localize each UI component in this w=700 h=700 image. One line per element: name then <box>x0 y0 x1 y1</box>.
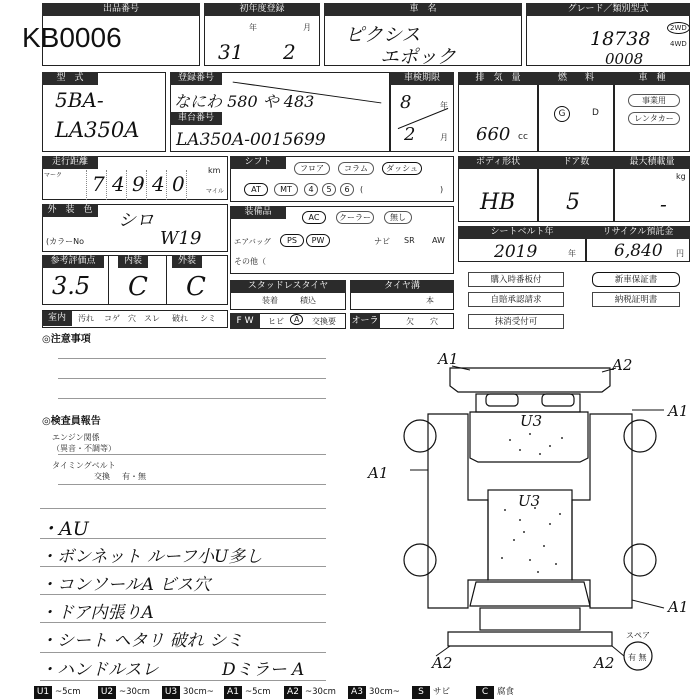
inspection-year: 8 <box>400 92 412 113</box>
doors-value: 5 <box>566 190 580 215</box>
mileage-digit: 9 <box>132 172 145 196</box>
equip-ps: PS <box>280 234 304 247</box>
interior-item-burn: コゲ <box>104 314 120 323</box>
legend-value: ~5cm <box>245 687 271 697</box>
capacity-header: 最大積載量 <box>614 156 690 169</box>
color-no-value: W19 <box>160 228 202 249</box>
chassis-value: LA350A-0015699 <box>176 130 326 150</box>
shift-mt: MT <box>274 183 298 196</box>
exterior-score: C <box>186 272 206 302</box>
diagram-labels <box>366 350 688 672</box>
doors-header: ドア数 <box>538 156 614 169</box>
model-line1: 5BA- <box>55 88 104 112</box>
grade-value: 18738 <box>590 28 651 50</box>
legend-value: 30cm~ <box>369 687 400 697</box>
spare-value: 有 無 <box>628 653 647 662</box>
interior-item-dirt: 汚れ <box>78 314 94 323</box>
inspector-header: ◎検査員報告 <box>42 416 101 427</box>
legend-value: ~30cm <box>119 687 150 697</box>
seatbelt-unit: 年 <box>568 249 576 258</box>
note-2: ・ボンネット ルーフ小U多し <box>40 547 263 567</box>
capacity-value: - <box>660 192 667 216</box>
interior-item-scuff: スレ <box>144 314 160 323</box>
legend-key: C <box>476 686 494 699</box>
shift-column: コラム <box>338 162 374 175</box>
first-reg-month-unit: 月 <box>303 23 311 32</box>
inspector-line-9 <box>40 680 326 681</box>
inspection-header: 車検期限 <box>390 72 454 85</box>
score-divider-1 <box>108 255 109 305</box>
equip-navi: ナビ <box>374 237 390 246</box>
equip-pw: PW <box>306 234 330 247</box>
exterior-color-value: シロ <box>118 210 154 231</box>
legend-key: U1 <box>34 686 52 699</box>
mark-a2-bottom-left: A2 <box>432 654 453 672</box>
mark-a2-bottom-right: A2 <box>594 654 615 672</box>
mark-a2-top-right: A2 <box>612 356 633 374</box>
fuel-header: 燃 料 <box>538 72 614 85</box>
studless-loaded: 積込 <box>300 296 316 305</box>
seatbelt-header: シートベルト年 <box>458 226 586 239</box>
inspector-line-2 <box>58 484 326 485</box>
spare-label: スペア <box>626 631 650 640</box>
first-reg-year: 31 <box>218 40 244 64</box>
shift-floor: フロア <box>294 162 330 175</box>
fuel-gasoline: G <box>554 106 570 122</box>
interior-header: 内装 <box>118 255 148 268</box>
category-header: 車 種 <box>614 72 690 85</box>
legend-value: 30cm~ <box>183 687 214 697</box>
fw-a: A <box>290 314 303 325</box>
tire-groove-missing: 欠 <box>406 317 414 326</box>
recycle-value: 6,840 <box>614 241 663 261</box>
timing-belt-label: タイミングベルト <box>52 461 116 470</box>
mileage-cell-divider <box>186 170 187 200</box>
mark-u3-center: U3 <box>518 492 541 510</box>
mileage-digit: 4 <box>112 172 125 196</box>
shift-at: AT <box>244 183 268 196</box>
tire-groove-label: オーラ <box>350 313 380 329</box>
category-rental: レンタカー <box>628 112 680 125</box>
mileage-cell-divider <box>86 170 87 200</box>
stamp-cancel: 抹消受付可 <box>468 314 564 329</box>
legend-key: S <box>412 686 430 699</box>
engine-label: エンジン関係 <box>52 433 100 442</box>
model-header: 型 式 <box>42 72 98 85</box>
recycle-unit: 円 <box>676 249 684 258</box>
fw-header: F W <box>230 313 260 329</box>
tire-groove-hole: 穴 <box>430 317 438 326</box>
studless-header: スタッドレスタイヤ <box>230 280 346 293</box>
shift-other-close: ) <box>440 185 444 194</box>
note-mirror: Dミラー A <box>222 660 305 680</box>
exchange-label: 交換 <box>94 472 110 481</box>
first-reg-month: 2 <box>283 40 296 64</box>
capacity-unit: kg <box>676 172 686 181</box>
mileage-marker: マーク <box>44 172 63 179</box>
model-line2: LA350A <box>55 118 140 142</box>
legend-key: A1 <box>224 686 242 699</box>
note-5: ・シート ヘタリ 破れ シミ <box>40 631 244 651</box>
interior-items-header: 室内 <box>42 311 72 326</box>
mileage-digit: 4 <box>152 172 165 196</box>
mileage-digit: 7 <box>92 172 105 196</box>
exterior-color-header: 外 装 色 <box>42 204 98 217</box>
mark-a1-left: A1 <box>368 464 389 482</box>
fuel-diesel: D <box>592 108 599 118</box>
equip-airbag: エアバッグ <box>234 237 271 246</box>
notes-header: ◎注意事項 <box>42 334 91 345</box>
shift-header: シフト <box>230 156 286 169</box>
legend-key: U3 <box>162 686 180 699</box>
displacement-unit: cc <box>518 132 528 142</box>
notes-line-1 <box>58 358 326 359</box>
notes-line-2 <box>58 378 326 379</box>
displacement-value: 660 <box>476 124 511 145</box>
first-reg-year-unit: 年 <box>249 23 257 32</box>
legend-value: 腐食 <box>497 687 515 697</box>
legend-value: ~5cm <box>55 687 81 697</box>
equip-none: 無し <box>384 211 412 224</box>
interior-item-hole: 穴 <box>128 314 136 323</box>
inspection-month-unit: 月 <box>440 133 448 142</box>
inspection-month: 2 <box>404 124 416 145</box>
equip-aw: AW <box>432 236 445 245</box>
shift-other-open: ( <box>360 185 364 194</box>
color-no-label: (カラーNo <box>46 237 84 246</box>
lot-number-header: 出品番号 <box>42 3 200 16</box>
stamp-plate: 購入時番板付 <box>468 272 564 287</box>
note-4: ・ドア内張りA <box>40 603 154 623</box>
grade-header: グレード／類別型式 <box>526 3 690 16</box>
mark-a1-right-upper: A1 <box>668 402 689 420</box>
shift-4: 4 <box>304 183 318 196</box>
mileage-cell-divider <box>126 170 127 200</box>
stamp-tax: 納税証明書 <box>592 292 680 307</box>
drive-4wd: 4WD <box>670 40 687 48</box>
drive-2wd: 2WD <box>667 22 690 34</box>
shift-6: 6 <box>340 183 354 196</box>
first-registration-header: 初年度登録 <box>204 3 320 16</box>
score-divider-2 <box>166 255 167 305</box>
legend-value: ~30cm <box>305 687 336 697</box>
notes-line-3 <box>58 398 326 399</box>
tire-header: タイヤ溝 <box>350 280 454 293</box>
car-name-line1: ピクシス <box>345 24 421 46</box>
equip-ac: AC <box>302 211 326 224</box>
inspector-line-3 <box>40 508 326 509</box>
mileage-cell-divider <box>106 170 107 200</box>
inspector-line-8 <box>40 652 326 653</box>
plate-header: 登録番号 <box>170 72 222 85</box>
note-1: ・AU <box>40 518 89 540</box>
mark-a1-right-lower: A1 <box>668 598 689 616</box>
mark-a1-top: A1 <box>438 350 459 368</box>
legend-key: U2 <box>98 686 116 699</box>
stamp-warranty: 新車保証書 <box>592 272 680 287</box>
fw-crack: ヒビ <box>268 317 284 326</box>
grade-sub: 0008 <box>605 50 644 68</box>
mileage-mile-label: マイル <box>206 188 224 195</box>
car-damage-diagram <box>368 350 690 680</box>
equipment-header: 装備品 <box>230 206 286 219</box>
body-type-value: HB <box>480 190 516 215</box>
interior-item-tear: 破れ <box>172 314 188 323</box>
seatbelt-value: 2019 <box>494 242 538 262</box>
equip-other: その他（ <box>234 257 266 266</box>
legend-key: A3 <box>348 686 366 699</box>
engine-sub-label: （異音・不調等） <box>52 444 116 453</box>
fw-replace: 交換要 <box>312 317 336 326</box>
equip-sr: SR <box>404 236 415 245</box>
legend-key: A2 <box>284 686 302 699</box>
plate-value: なにわ 580 や 483 <box>174 92 315 111</box>
mileage-cell-divider <box>166 170 167 200</box>
inspector-line-1 <box>58 454 326 455</box>
shift-dash: ダッシュ <box>382 162 422 175</box>
mileage-header: 走行距離 <box>42 156 98 169</box>
mileage-unit: km <box>208 166 221 175</box>
score-value: 3.5 <box>52 272 91 300</box>
shift-5: 5 <box>322 183 336 196</box>
legend-value: サビ <box>433 687 451 697</box>
body-type-header: ボディ形状 <box>458 156 538 169</box>
mark-u3-roof: U3 <box>520 412 543 430</box>
category-business: 事業用 <box>628 94 680 107</box>
equip-cooler: クーラー <box>336 211 374 224</box>
exchange-options: 有・無 <box>122 472 146 481</box>
mileage-cell-divider <box>146 170 147 200</box>
score-header: 参考評価点 <box>42 255 104 268</box>
tire-unit: 本 <box>426 296 434 305</box>
diagram-marker-lines <box>410 366 664 656</box>
recycle-header: リサイクル預託金 <box>586 226 690 239</box>
interior-item-stain: シミ <box>200 314 216 323</box>
exterior-header: 外装 <box>172 255 202 268</box>
studless-fitted: 装着 <box>262 296 278 305</box>
note-3: ・コンソールA ビス穴 <box>40 575 211 595</box>
inspection-year-unit: 年 <box>440 101 448 110</box>
mileage-digit: 0 <box>172 172 185 196</box>
lot-code: KB0006 <box>22 22 122 53</box>
car-name-header: 車 名 <box>324 3 522 16</box>
stamp-insurance: 自賠承認請求 <box>468 292 564 307</box>
chassis-header: 車台番号 <box>170 112 222 125</box>
car-name-line2: エポック <box>380 46 457 68</box>
note-6: ・ハンドルスレ <box>40 660 159 680</box>
displacement-header: 排 気 量 <box>458 72 538 85</box>
interior-score: C <box>128 272 148 302</box>
